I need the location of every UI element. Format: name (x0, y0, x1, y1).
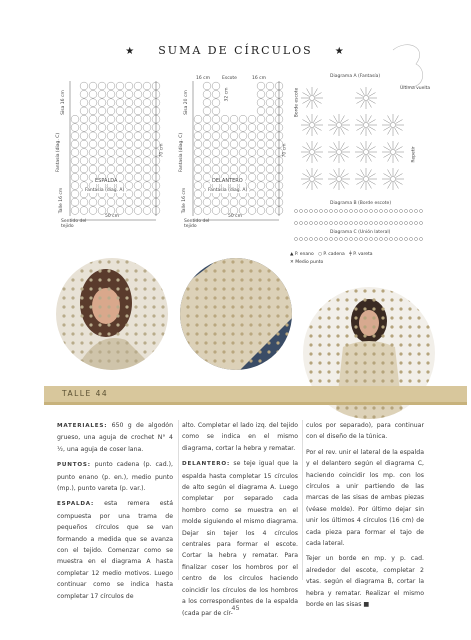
side-pattern-label: Fantasía (diag. C) (179, 132, 185, 173)
band-divider (44, 402, 467, 405)
neck-border-label: Borde escote (294, 87, 300, 118)
legend-item: ✕ Medio punto (290, 260, 324, 265)
title-text: SUMA DE CÍRCULOS (158, 44, 313, 57)
legend-item: ▲ P. enano (290, 252, 314, 257)
waist-label: Talle 16 cm (59, 187, 65, 214)
direction-label: Sentido del tejido (61, 219, 87, 229)
neck-depth-label: 32 cm (224, 87, 230, 102)
last-row-label: Última vuelta (400, 86, 431, 91)
length-label: 70 cm (282, 143, 288, 158)
paragraph: Tejer un borde en mp. y p. cad. alrededor del escote, completar 2 vtas. según el diagrama B, cortar la hebra y rematar. Realizar el mismo borde en las sisas ■ (306, 555, 424, 609)
width-label: 50 cm (228, 214, 243, 219)
diagram-a-title: Diagrama A (Fantasía) (330, 74, 381, 79)
neckline-label: Escote (222, 76, 237, 81)
front-diagram (178, 78, 288, 228)
back-circle-grid (55, 78, 165, 228)
diagram-b-title: Diagrama B (Borde escote) (330, 201, 392, 206)
back-paragraph: ESPALDA: esta remera está compuesta por una trama de pequeños círculos que se van formando a medida que se avanza con el tejido. Comenzar como se muestra en el diagrama A hasta completar 12 medio motivos. Luego continuar como se indica hasta completar 17 círculos de (57, 500, 173, 600)
text-column-2 (182, 420, 298, 623)
legend-item: ╪ P. vareta (349, 252, 373, 257)
text-column-1 (57, 420, 173, 606)
column-divider (178, 420, 179, 580)
page-number: 45 (231, 604, 240, 612)
legend (290, 251, 430, 267)
paragraph: alto. Completar el lado izq. del tejido como se indica en el mismo diagrama, cortar la hebra y rematar. (182, 422, 298, 452)
motif-diagrams (288, 40, 438, 280)
shoulder-left-label: 16 cm (196, 76, 211, 81)
star-icon: ★ (334, 46, 346, 57)
paragraph: culos por separado), para continuar con el diseño de la túnica. (306, 422, 424, 441)
photo-detail (180, 258, 292, 370)
length-label: 70 cm (159, 143, 165, 158)
waist-label: Talle 16 cm (182, 187, 188, 214)
photo-image (56, 258, 168, 370)
photo-image (180, 258, 292, 370)
paragraph: Por el rev. unir el lateral de la espalda y el delantero según el diagrama C, haciendo coincidir los mp. con los círculos a unir partiendo de las marcas de las sisas de ambas piezas (véase molde). Por último dejar sin unir los últimos 4 círculos (16 cm) de cada pieza para formar el tajo de cada lateral. (306, 448, 424, 548)
piece-pattern: Fantasía (diag. A) (85, 188, 125, 193)
legend-item: ○ P. cadena (318, 252, 345, 257)
diagram-c-title: Diagrama C (Unión lateral) (330, 230, 391, 235)
text-column-3 (306, 420, 424, 615)
materials-paragraph: MATERIALES: 650 g de algodón grueso, una aguja de crochet N° 4 ½, una aguja de coser lana. (57, 422, 173, 453)
front-paragraph: DELANTERO: se teje igual que la espalda hasta completar 15 círculos de alto según el diagrama A. Luego completar por separado cada hombro como se muestra en el molde siguiendo el mismo diagrama. Dejar sin tejer los 4 círculos centrales para formar el escote. Cortar la hebra y rematar. Para finalizar coser los hombros por el centro de los círculos haciendo coincidir los círculos de los hombros a los correspondientes de la espalda (cada par de cír- (182, 460, 298, 617)
back-diagram (55, 78, 165, 228)
column-divider (302, 420, 303, 580)
piece-name: DELANTERO (212, 178, 243, 184)
shoulder-right-label: 16 cm (252, 76, 267, 81)
size-label: TALLE 44 (62, 389, 109, 398)
star-icon: ★ (125, 46, 137, 57)
photo-model-shoulder (56, 258, 168, 370)
stitches-paragraph: PUNTOS: punto cadena (p. cad.), punto enano (p. en.), medio punto (mp.), punto vareta (p. var.). (57, 461, 173, 493)
piece-name: ESPALDA (95, 178, 118, 184)
side-pattern-label: Fantasía (diag. C) (56, 132, 62, 173)
front-circle-grid (178, 78, 288, 228)
width-label: 50 cm (105, 214, 120, 219)
direction-label: Sentido del tejido (184, 219, 210, 229)
repeat-label: Repetir (411, 146, 417, 163)
piece-pattern: Fantasía (diag. A) (208, 188, 248, 193)
armhole-label: Sisa 20 cm (183, 90, 189, 115)
armhole-label: Sisa 16 cm (60, 90, 66, 115)
